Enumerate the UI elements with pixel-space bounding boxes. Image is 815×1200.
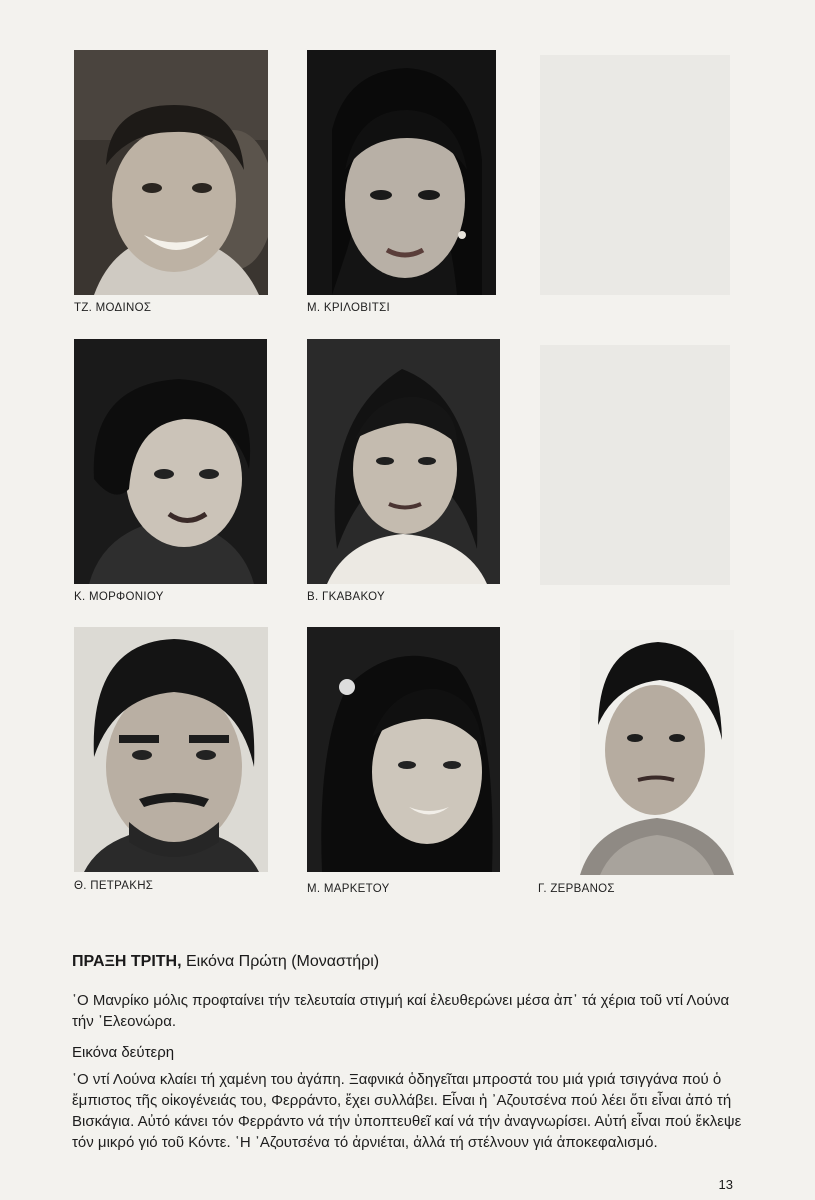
portrait-photo xyxy=(307,50,496,295)
portrait-man-checked-shirt-icon xyxy=(580,630,734,875)
portrait-woman-curly-hair-icon xyxy=(307,627,500,872)
portrait-photo xyxy=(307,339,500,584)
portrait-woman-shoulder-hair-icon xyxy=(307,339,500,584)
portrait-caption: Κ. ΜΟΡΦΟΝΙΟΥ xyxy=(74,591,164,603)
portrait-photo xyxy=(307,627,500,872)
page-number: 13 xyxy=(718,1177,733,1192)
portrait-caption: Β. ΓΚΑΒΑΚΟΥ xyxy=(307,591,385,603)
show-through-shadow xyxy=(540,55,730,295)
act-title-rest: Εικόνα Πρώτη (Μοναστήρι) xyxy=(181,953,380,970)
portrait-photo xyxy=(74,627,268,872)
portrait-photo xyxy=(580,630,734,875)
scene2-paragraph: ῾Ο ντί Λούνα κλαίει τή χαμένη του ἀγάπη. Ξαφνικά ὁδηγεῖται μπροστά του μιά γριά τσιγγάνα πού ὁ ἔμπιστος τῆς οἰκογένειάς του, Φερράντο, ἔχει συλλάβει. Εἶναι ἡ ᾿Αζουτσένα πού λέει ὅτι εἶναι ἀπό τή Βισκάγια. Αὐτό κάνει τόν Φερράντο νά τήν ὑποπτευθεῖ καί νά τήν ἀναγνωρίσει. Αὐτή εἶναι πού ἔκλεψε τόν μικρό γιό τοῦ Κόντε. ῾Η ᾿Αζουτσένα τό ἀρνιέται, ἀλλά τή στέλνουν γιά ἀποκεφαλισμό. xyxy=(72,1071,742,1151)
portrait-caption: Μ. ΚΡΙΛΟΒΙΤΣΙ xyxy=(307,302,390,314)
portrait-caption: Θ. ΠΕΤΡΑΚΗΣ xyxy=(74,880,154,892)
portrait-woman-dark-hair-icon xyxy=(307,50,496,295)
portrait-man-laughing-icon xyxy=(74,50,268,295)
act-heading xyxy=(72,953,379,971)
scene2-title: Εικόνα δεύτερη xyxy=(72,1044,175,1061)
portrait-caption: ΤΖ. ΜΟΔΙΝΟΣ xyxy=(74,302,152,314)
portrait-woman-smiling-icon xyxy=(74,339,267,584)
portrait-photo xyxy=(74,339,267,584)
portrait-caption: Γ. ΖΕΡΒΑΝΟΣ xyxy=(538,883,615,895)
scene1-paragraph: ῾Ο Μανρίκο μόλις προφταίνει τήν τελευταία στιγμή καί ἐλευθερώνει μέσα ἀπ᾽ τά χέρια τοῦ ντί Λούνα τήν ᾿Ελεονώρα. xyxy=(72,992,730,1030)
portrait-caption: Μ. ΜΑΡΚΕΤΟΥ xyxy=(307,883,390,895)
portrait-man-mustache-icon xyxy=(74,627,268,872)
act-title-bold: ΠΡΑΞΗ ΤΡΙΤΗ, xyxy=(72,953,182,970)
portrait-photo xyxy=(74,50,268,295)
show-through-shadow xyxy=(540,345,730,585)
